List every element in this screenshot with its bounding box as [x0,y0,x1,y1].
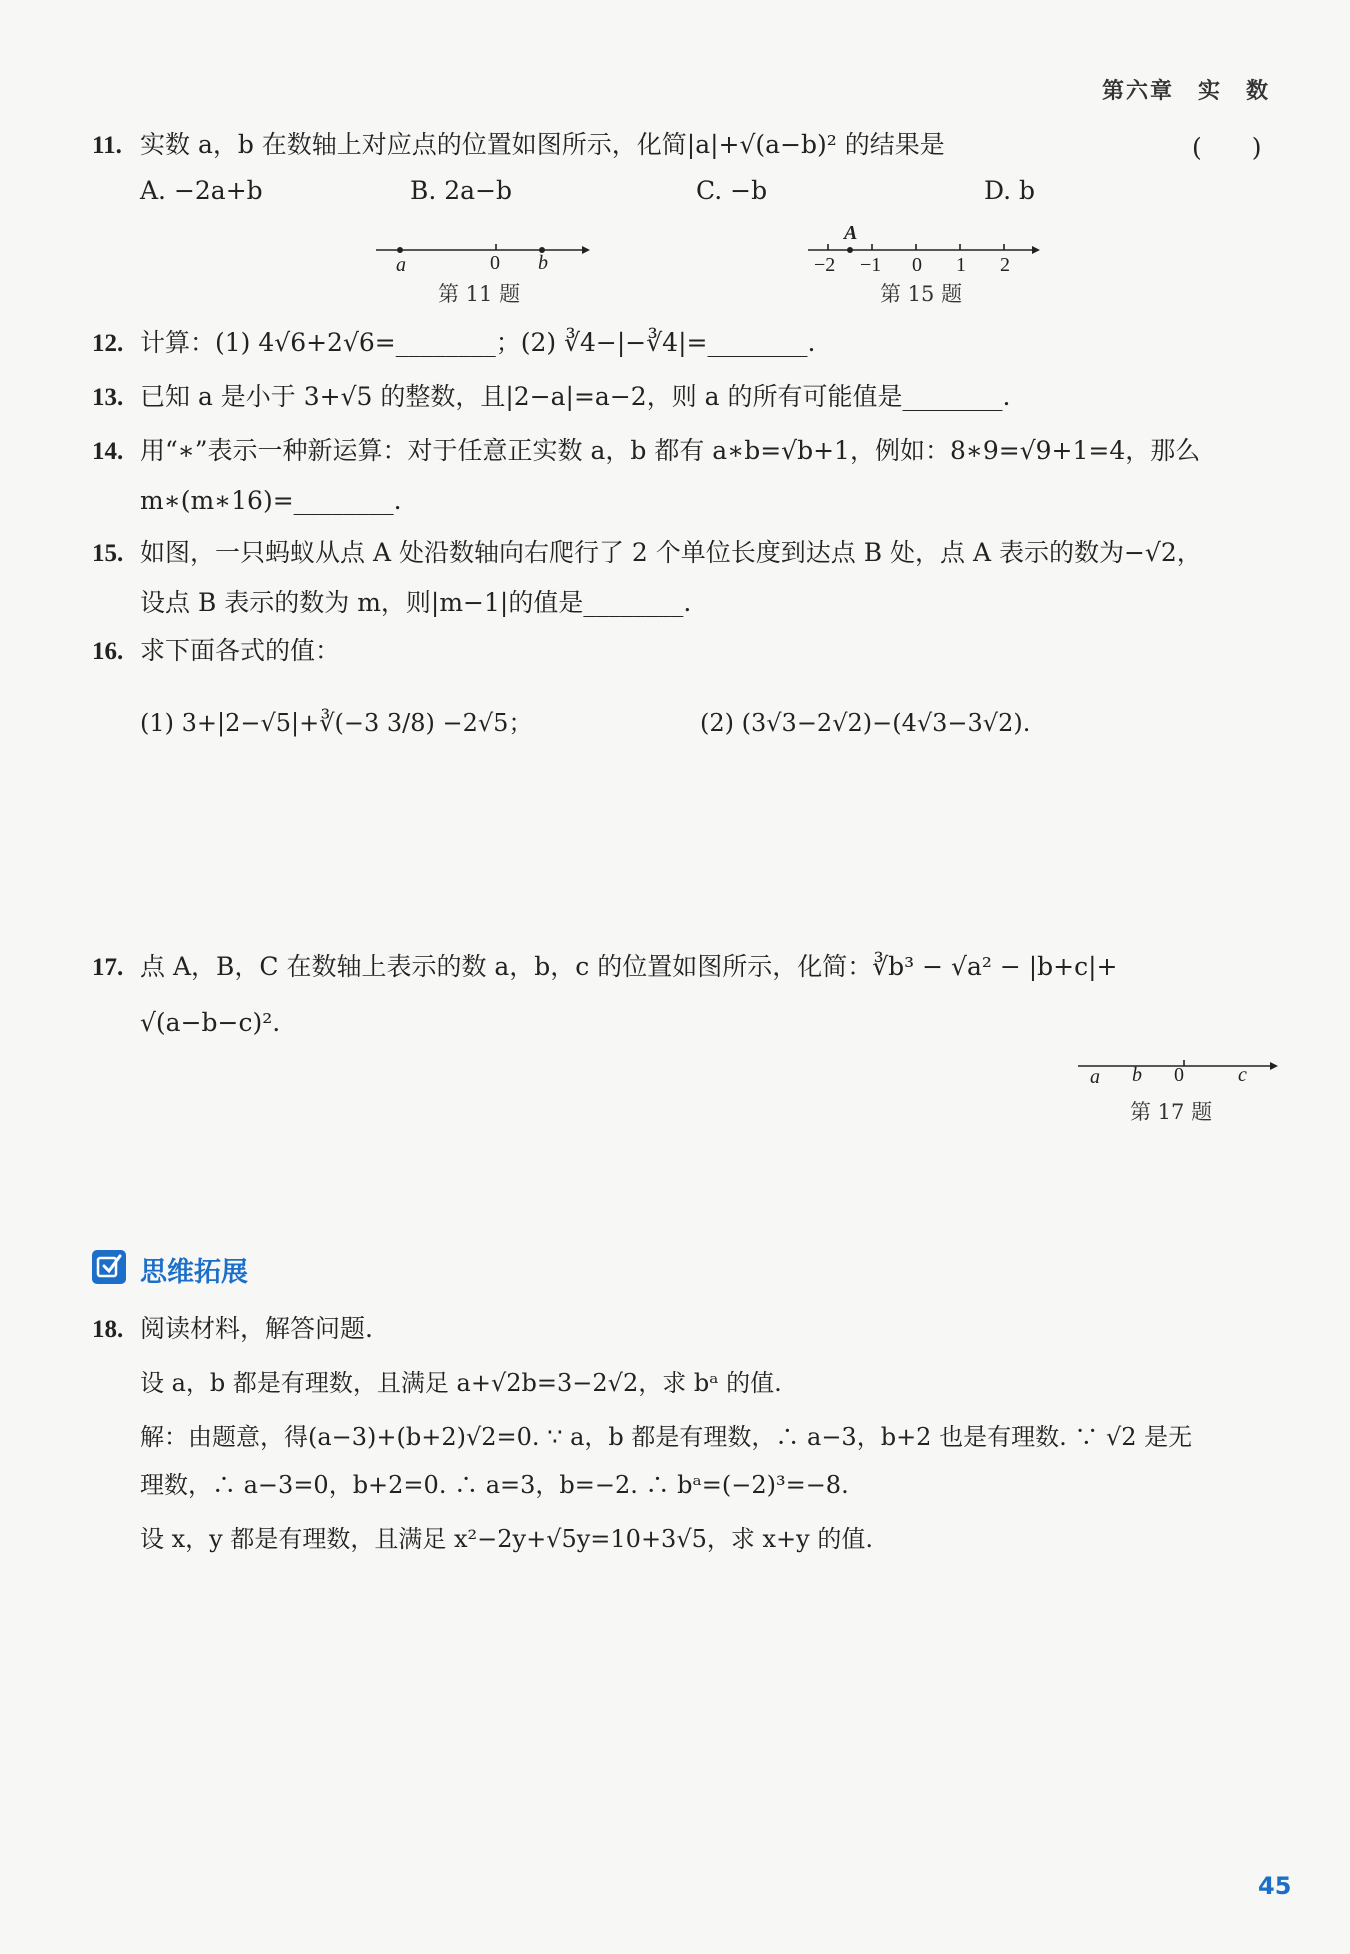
question-12 [92,326,815,361]
fig15-tick-0: 0 [912,254,922,276]
option-c: C. −b [696,176,768,205]
fig17-label-c: c [1238,1064,1247,1086]
pencil-check-icon [92,1250,126,1284]
question-18-solution-line2: 理数，∴ a−3=0，b+2=0. ∴ a=3，b=−2. ∴ bᵃ=(−2)³=−8. [140,1471,849,1499]
question-text: 求下面各式的值： [140,636,341,665]
section-title: 思维拓展 [140,1257,248,1288]
question-number: 12. [92,330,124,357]
question-text: 点 A，B，C 在数轴上表示的数 a，b，c 的位置如图所示，化简：∛b³ − √a² − |b+c|+ [140,952,1118,981]
question-18-task: 设 x，y 都是有理数，且满足 x²−2y+√5y=10+3√5，求 x+y 的值. [140,1525,873,1553]
fig11-label-0: 0 [490,252,500,274]
question-17 [92,950,1118,985]
figure-caption-17: 第 17 题 [1130,1100,1213,1124]
question-number: 17. [92,954,124,981]
fig15-point-a-label: A [844,222,858,244]
question-text: 实数 a，b 在数轴上对应点的位置如图所示，化简|a|+√(a−b)² 的结果是 [140,130,945,159]
fig15-tick-neg1: −1 [860,254,882,276]
page-number: 45 [1258,1872,1292,1900]
answer-parentheses: ( ) [1192,133,1262,162]
question-18 [92,1312,373,1347]
question-16-part1: (1) 3+|2−√5|+∛(−3 3/8) −2√5； [140,709,533,737]
fig17-label-0: 0 [1174,1064,1184,1086]
fig15-tick-neg2: −2 [814,254,836,276]
question-text: 已知 a 是小于 3+√5 的整数，且|2−a|=a−2，则 a 的所有可能值是________. [140,382,1011,411]
question-11 [92,128,945,163]
question-number: 18. [92,1316,124,1343]
question-text: 如图，一只蚂蚁从点 A 处沿数轴向右爬行了 2 个单位长度到达点 B 处，点 A 表示的数为−√2， [140,538,1202,567]
figure-caption-11: 第 11 题 [438,282,521,306]
fig17-label-a: a [1090,1066,1100,1088]
question-number: 14. [92,438,124,465]
question-16 [92,634,340,669]
question-text: 阅读材料，解答问题. [140,1314,373,1343]
question-number: 11. [92,132,122,159]
question-18-solution-line1: 解：由题意，得(a−3)+(b+2)√2=0. ∵ a，b 都是有理数，∴ a−3，b+2 也是有理数. ∵ √2 是无 [140,1423,1193,1451]
fig15-tick-1: 1 [956,254,966,276]
question-text: 用“∗”表示一种新运算：对于任意正实数 a，b 都有 a∗b=√b+1，例如：8∗9=√9+1=4，那么 [140,436,1201,465]
question-18-given: 设 a，b 都是有理数，且满足 a+√2b=3−2√2，求 bᵃ 的值. [140,1369,782,1397]
question-16-part2: (2) (3√3−2√2)−(4√3−3√2). [700,709,1031,737]
option-b: B. 2a−b [410,176,513,205]
question-15-line2: 设点 B 表示的数为 m，则|m−1|的值是________. [140,588,692,617]
figure-caption-15: 第 15 题 [880,282,963,306]
question-14-line2: m∗(m∗16)=________. [140,486,402,515]
fig11-label-a: a [396,254,406,276]
option-d: D. b [984,176,1036,205]
question-17-line2: √(a−b−c)². [140,1008,281,1037]
question-14 [92,434,1200,469]
question-15 [92,536,1202,571]
question-text: 计算：(1) 4√6+2√6=________；(2) ∛4−|−∛4|=________. [140,328,816,357]
fig15-tick-2: 2 [1000,254,1010,276]
fig11-label-b: b [538,252,548,274]
chapter-header: 第六章 实 数 [1102,79,1271,104]
question-number: 13. [92,384,124,411]
option-a: A. −2a+b [140,176,263,205]
question-number: 15. [92,540,124,567]
question-13 [92,380,1010,415]
question-number: 16. [92,638,124,665]
fig17-label-b: b [1132,1064,1142,1086]
